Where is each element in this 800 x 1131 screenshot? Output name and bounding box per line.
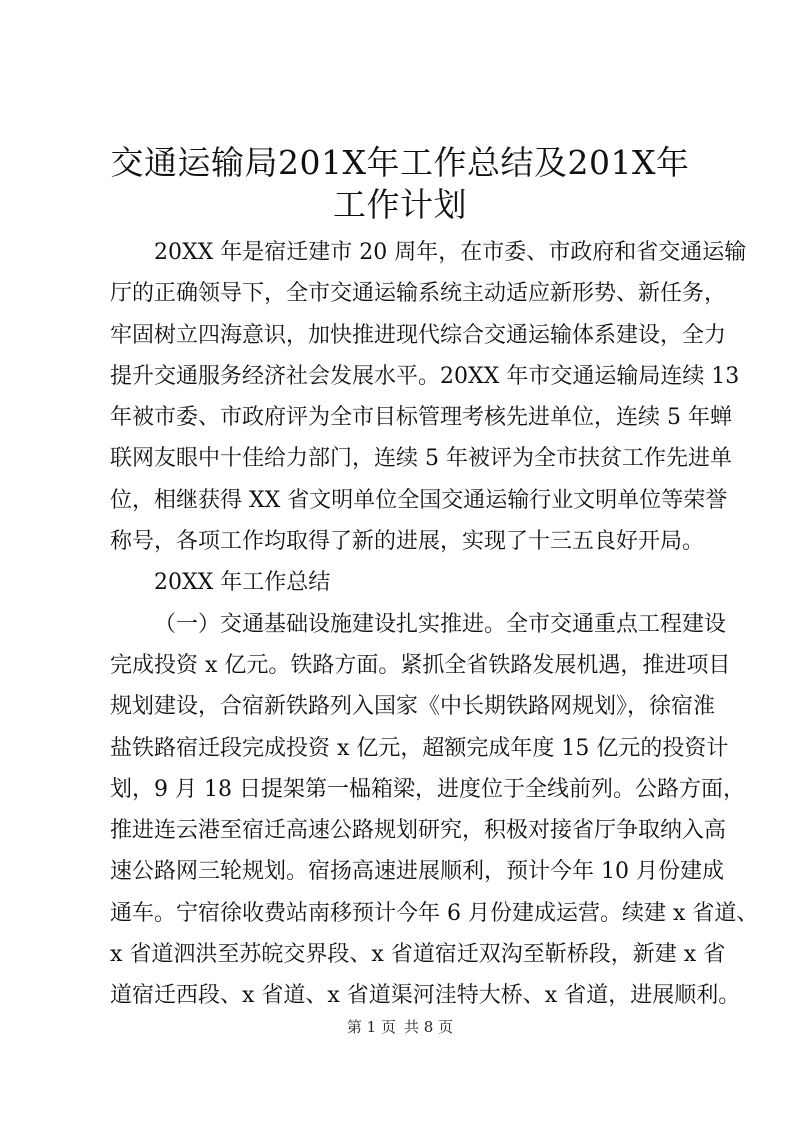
paragraph-line: 道宿迁西段、x 省道、x 省道渠河洼特大桥、x 省道，进展顺利。	[110, 983, 741, 1009]
paragraph-line: 联网友眼中十佳给力部门，连续 5 年被评为全市扶贫工作先进单	[110, 446, 732, 472]
paragraph-line: 完成投资 x 亿元。铁路方面。紧抓全省铁路发展机遇，推进项目	[110, 652, 731, 678]
paragraph-line: 20XX 年是宿迁建市 20 周年，在市委、市政府和省交通运输	[154, 240, 747, 265]
paragraph-line: （一）交通基础设施建设扎实推进。全市交通重点工程建设	[154, 611, 727, 637]
paragraph-line: x 省道泗洪至苏皖交界段、x 省道宿迁双沟至靳桥段，新建 x 省	[110, 942, 726, 968]
paragraph-line: 位，相继获得 XX 省文明单位全国交通运输行业文明单位等荣誉	[110, 487, 728, 513]
paragraph-line: 称号，各项工作均取得了新的进展，实现了十三五良好开局。	[110, 529, 705, 555]
document-body	[110, 232, 759, 1017]
paragraph-line: 牢固树立四海意识，加快推进现代综合交通运输体系建设，全力	[110, 322, 727, 348]
paragraph-line: 年被市委、市政府评为全市目标管理考核先进单位，连续 5 年蝉	[110, 405, 732, 431]
paragraph-line: 通车。宁宿徐收费站南移预计今年 6 月份建成运营。续建 x 省道、	[110, 900, 759, 926]
paragraph-line: 厅的正确领导下，全市交通运输系统主动适应新形势、新任务，	[110, 281, 727, 307]
paragraph-line: 速公路网三轮规划。宿扬高速进展顺利，预计今年 10 月份建成	[110, 859, 724, 885]
paragraph-line: 盐铁路宿迁段完成投资 x 亿元，超额完成年度 15 亿元的投资计	[110, 735, 729, 761]
section-heading: 20XX 年工作总结	[154, 570, 331, 596]
document-title: 交通运输局201X年工作总结及201X年工作计划	[110, 143, 690, 224]
page-footer	[0, 1016, 800, 1037]
paragraph-line: 提升交通服务经济社会发展水平。20XX 年市交通运输局连续 13	[110, 363, 740, 389]
page-number: 第 1 页	[346, 1018, 396, 1036]
page-total: 共 8 页	[404, 1018, 454, 1036]
paragraph-line: 规划建设，合宿新铁路列入国家《中长期铁路网规划》，徐宿淮	[110, 694, 716, 720]
paragraph-line: 划，9 月 18 日提架第一榀箱梁，进度位于全线前列。公路方面，	[110, 776, 745, 802]
paragraph-line: 推进连云港至宿迁高速公路规划研究，积极对接省厅争取纳入高	[110, 818, 727, 844]
